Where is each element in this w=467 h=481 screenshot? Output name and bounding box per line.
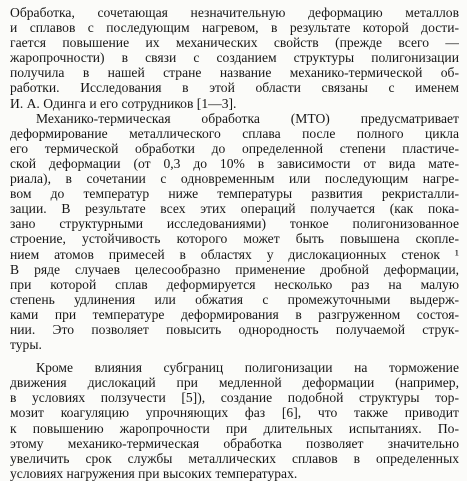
text-line: деформирование металлического сплава после полного цикла (10, 125, 459, 141)
text-line: к повышению жаропрочности при длительных испытаниях. По- (10, 420, 459, 436)
text-line: получила в нашей стране название механико-термической об- (10, 65, 459, 81)
paragraph-1 (10, 5, 459, 111)
text-line: гается повышение их механических свойств (прежде всего — (10, 35, 459, 51)
text-line: условиях нагружения при высоких температурах. (10, 465, 298, 481)
text-line: при которой сплав деформируется несколько раз на малую (10, 276, 459, 292)
text-line: нии. Это позволяет повысить однородность получаемой струк- (10, 321, 459, 337)
text-line: движения дислокаций при медленной деформации (например, (10, 375, 459, 391)
text-line: риала), в сочетании с одновременным или последующим нагре- (10, 171, 459, 187)
text-line: работки. Исследования в этой области связаны с именем (10, 80, 459, 96)
text-line: жаропрочности) в связи с созданием структуры полигонизации (10, 50, 459, 66)
text-line: Кроме влияния субграниц полигонизации на торможение (36, 360, 459, 376)
text-line: вом до температур ниже температуры развития рекристалли- (10, 186, 459, 202)
text-line: В ряде случаев целесообразно применение дробной деформации, (10, 261, 459, 277)
paragraph-3 (10, 360, 459, 481)
text-line: И. А. Одинга и его сотрудников [1—3]. (10, 95, 237, 111)
text-line: ками при температуре деформирования в разгруженном состоя- (10, 306, 459, 322)
text-line: увеличить срок службы металлических сплавов в определенных (10, 450, 459, 466)
text-line: Механико-термическая обработка (МТО) предусматривает (36, 110, 459, 126)
text-line: мозит коагуляцию упрочняющих фаз [6], что также приводит (10, 405, 459, 421)
paragraph-2 (10, 111, 459, 353)
text-line: ской деформации (от 0,3 до 10% в зависимости от вида мате- (10, 155, 459, 171)
text-line: зано структурными исследованиями) тонкое полигонизованное (10, 216, 459, 232)
text-line: в условиях ползучести [5]), создание подобной структуры тор- (10, 390, 459, 406)
text-line: туры. (10, 337, 42, 353)
text-line: степень удлинения или обжатия с промежуточными выдерж- (10, 291, 459, 307)
text-line: нием атомов примесей в областях у дислокационных стенок ¹ (10, 246, 459, 262)
text-line: его термической обработки до определенной степени пластиче- (10, 140, 459, 156)
text-line: Обработка, сочетающая незначительную деформацию металлов (10, 5, 459, 20)
paragraph-gap (10, 352, 459, 360)
text-line: зации. В результате всех этих операций получается (как пока- (10, 201, 459, 217)
text-line: и сплавов с последующим нагревом, в результате которой дости- (10, 20, 459, 36)
text-line: строение, устойчивость которого может быть повышена скопле- (10, 231, 459, 247)
text-line: этому механико-термическая обработка позволяет значительно (10, 435, 459, 451)
